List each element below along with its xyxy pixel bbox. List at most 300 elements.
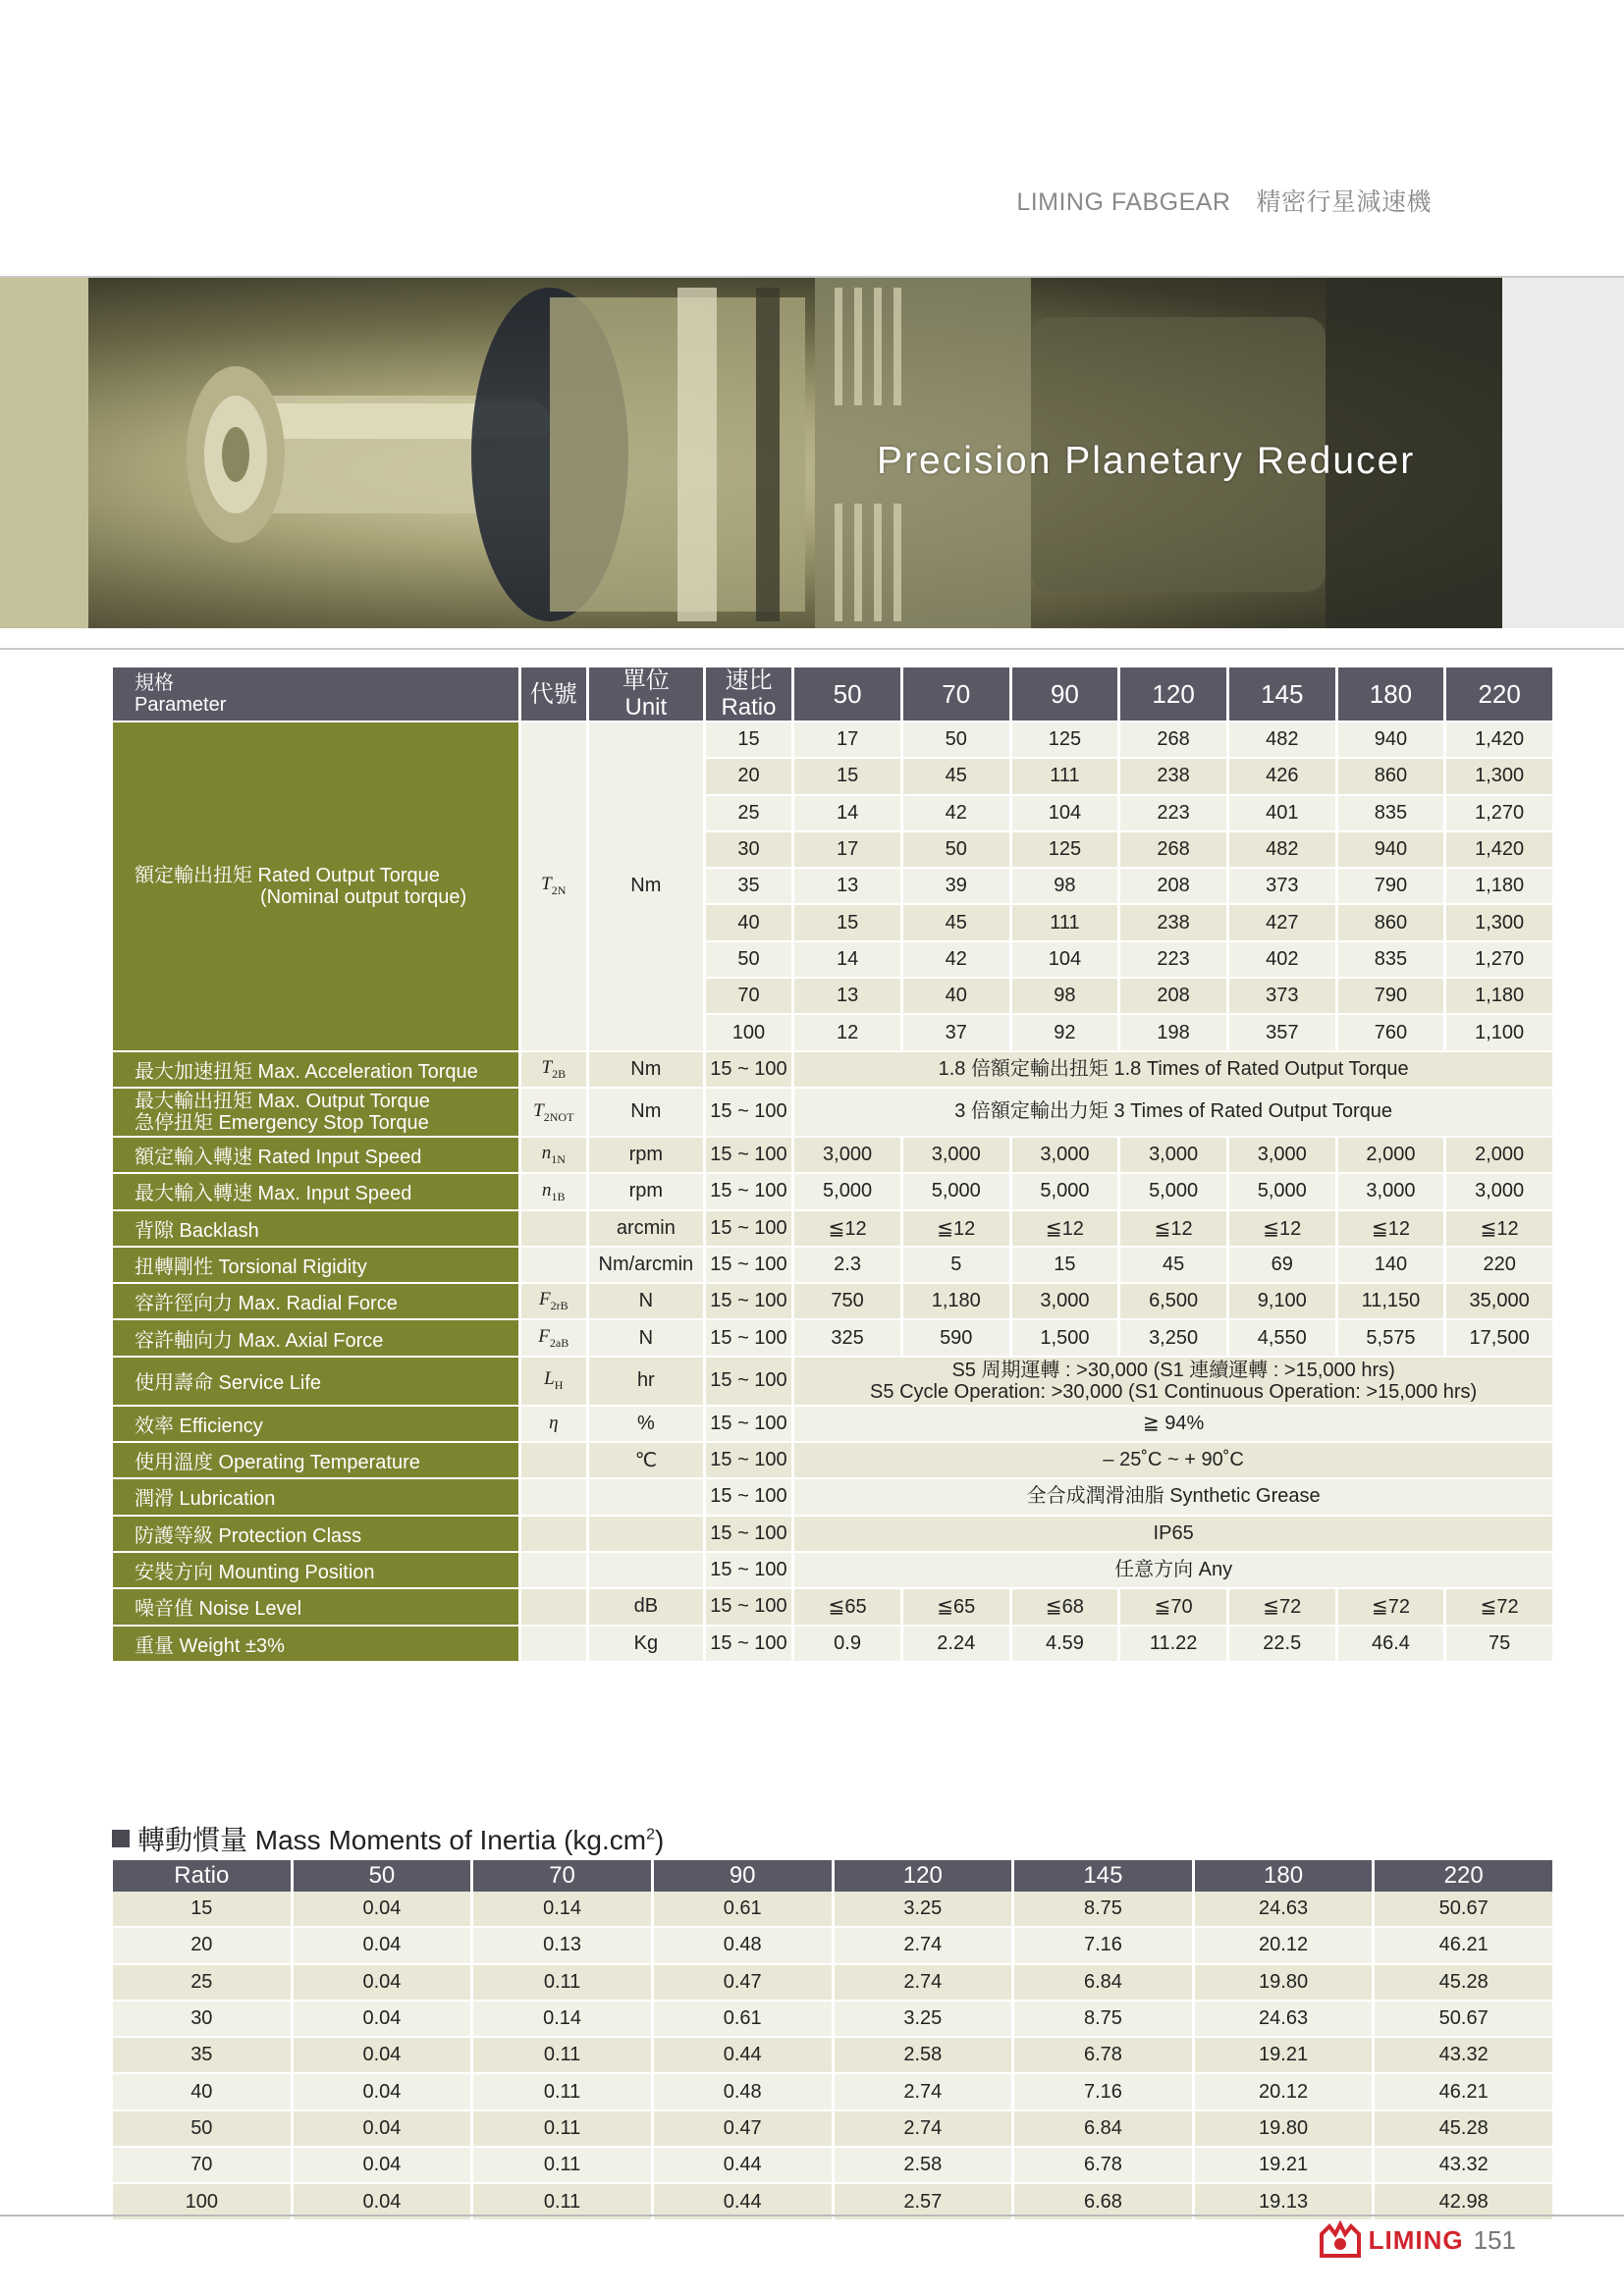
value-cell: 92 xyxy=(1012,1015,1118,1051)
value-cell: 98 xyxy=(1012,979,1118,1015)
label-line: 額定輸出扭矩 Rated Output Torque xyxy=(135,864,440,886)
inertia-cell: 0.04 xyxy=(294,2111,471,2148)
inertia-cell: 0.11 xyxy=(473,2038,651,2074)
inertia-row xyxy=(113,1928,1552,1964)
ratio-cell: 15 ~ 100 xyxy=(706,1517,792,1553)
inertia-row xyxy=(113,2111,1552,2148)
ratio-cell: 15 ~ 100 xyxy=(706,1211,792,1248)
inertia-cell: 0.47 xyxy=(654,2111,832,2148)
span-value-cell: IP65 xyxy=(794,1517,1552,1553)
inertia-cell: 100 xyxy=(113,2184,291,2220)
inertia-cell: 30 xyxy=(113,2002,291,2038)
value-cell: 5,000 xyxy=(1229,1174,1335,1210)
value-cell: 373 xyxy=(1229,869,1335,905)
ratio-cell: 15 ~ 100 xyxy=(706,1320,792,1357)
inertia-cell: 2.57 xyxy=(835,2184,1012,2220)
value-cell: 198 xyxy=(1120,1015,1226,1051)
value-cell: 14 xyxy=(794,942,900,979)
inertia-header-cell: 220 xyxy=(1375,1860,1552,1892)
spec-label: 扭轉剛性 Torsional Rigidity xyxy=(113,1248,518,1284)
value-cell: 11,150 xyxy=(1338,1284,1444,1320)
value-cell: 860 xyxy=(1338,905,1444,941)
inertia-cell: 19.80 xyxy=(1195,1965,1373,2002)
value-cell: 45 xyxy=(903,905,1009,941)
inertia-row xyxy=(113,2074,1552,2110)
inertia-cell: 0.11 xyxy=(473,2148,651,2184)
ratio-cell: 15 ~ 100 xyxy=(706,1407,792,1443)
value-cell: 2.3 xyxy=(794,1248,900,1284)
value-cell: 208 xyxy=(1120,979,1226,1015)
value-cell: 13 xyxy=(794,979,900,1015)
ratio-cell: 25 xyxy=(706,796,792,832)
value-cell: 3,250 xyxy=(1120,1320,1226,1357)
inertia-cell: 20 xyxy=(113,1928,291,1964)
banner xyxy=(0,278,1624,628)
inertia-table xyxy=(110,1860,1555,2221)
span-value-cell: – 25˚C ~ + 90˚C xyxy=(794,1443,1552,1479)
inertia-cell: 2.74 xyxy=(835,2111,1012,2148)
inertia-cell: 50.67 xyxy=(1375,2002,1552,2038)
inertia-cell: 2.74 xyxy=(835,1965,1012,2002)
value-cell: 1,270 xyxy=(1446,942,1552,979)
spec-row xyxy=(113,1089,1552,1138)
inertia-cell: 0.61 xyxy=(654,1892,832,1928)
label-line: 最大輸出扭矩 Max. Output Torque xyxy=(135,1090,430,1112)
value-cell: 4,550 xyxy=(1229,1320,1335,1357)
value-cell: 12 xyxy=(794,1015,900,1051)
value-cell: 357 xyxy=(1229,1015,1335,1051)
ratio-cell: 40 xyxy=(706,905,792,941)
inertia-cell: 19.13 xyxy=(1195,2184,1373,2220)
unit-cell: N xyxy=(589,1320,703,1357)
inertia-header-row xyxy=(113,1860,1552,1892)
inertia-cell: 46.21 xyxy=(1375,2074,1552,2110)
spec-label: 重量 Weight ±3% xyxy=(113,1627,518,1663)
value-cell: 2,000 xyxy=(1446,1138,1552,1174)
banner-right-band xyxy=(1502,278,1624,628)
code-cell: η xyxy=(521,1407,586,1443)
value-cell: 42 xyxy=(903,942,1009,979)
code-cell xyxy=(521,1553,586,1589)
value-cell: 1,270 xyxy=(1446,796,1552,832)
value-cell: ≦70 xyxy=(1120,1589,1226,1626)
unit-cell: Nm xyxy=(589,1089,703,1138)
spec-row xyxy=(113,1407,1552,1443)
span-value-cell: 任意方向 Any xyxy=(794,1553,1552,1589)
spec-label: 使用壽命 Service Life xyxy=(113,1358,518,1407)
value-cell: 3,000 xyxy=(1446,1174,1552,1210)
spec-label: 容許軸向力 Max. Axial Force xyxy=(113,1320,518,1357)
value-cell: 125 xyxy=(1012,722,1118,759)
ratio-cell: 20 xyxy=(706,759,792,795)
label-line: 急停扭矩 Emergency Stop Torque xyxy=(135,1111,429,1134)
value-cell: 1,180 xyxy=(1446,979,1552,1015)
value-cell: 9,100 xyxy=(1229,1284,1335,1320)
brand-name-cn: 精密行星減速機 xyxy=(1256,188,1432,216)
inertia-cell: 50.67 xyxy=(1375,1892,1552,1928)
header-size: 90 xyxy=(1012,667,1118,722)
value-cell: 104 xyxy=(1012,942,1118,979)
code-cell xyxy=(521,1589,586,1626)
inertia-cell: 0.04 xyxy=(294,2148,471,2184)
value-cell: ≦72 xyxy=(1338,1589,1444,1626)
code-cell xyxy=(521,1443,586,1479)
inertia-header-cell: Ratio xyxy=(113,1860,291,1892)
footer xyxy=(1318,2220,1516,2260)
value-cell: 69 xyxy=(1229,1248,1335,1284)
value-cell: 17 xyxy=(794,722,900,759)
unit-cell: Nm xyxy=(589,1052,703,1089)
value-cell: 50 xyxy=(903,722,1009,759)
inertia-cell: 0.04 xyxy=(294,1892,471,1928)
value-cell: 17,500 xyxy=(1446,1320,1552,1357)
value-cell: 325 xyxy=(794,1320,900,1357)
inertia-cell: 25 xyxy=(113,1965,291,2002)
code-cell: $T_{2N}$ xyxy=(521,722,586,1052)
ratio-cell: 15 ~ 100 xyxy=(706,1138,792,1174)
spec-row xyxy=(113,1211,1552,1248)
value-cell: 75 xyxy=(1446,1627,1552,1663)
spec-label: 噪音值 Noise Level xyxy=(113,1589,518,1626)
inertia-cell: 24.63 xyxy=(1195,2002,1373,2038)
spec-row xyxy=(113,1627,1552,1663)
banner-title: Precision Planetary Reducer xyxy=(877,440,1416,482)
ratio-cell: 15 ~ 100 xyxy=(706,1479,792,1516)
value-cell: 5 xyxy=(903,1248,1009,1284)
spec-label: 容許徑向力 Max. Radial Force xyxy=(113,1284,518,1320)
spec-row xyxy=(113,1284,1552,1320)
inertia-cell: 0.13 xyxy=(473,1928,651,1964)
unit-cell: arcmin xyxy=(589,1211,703,1248)
code-cell xyxy=(521,1479,586,1516)
value-cell: 17 xyxy=(794,832,900,869)
value-cell: 220 xyxy=(1446,1248,1552,1284)
code-cell: $F_{2aB}$ xyxy=(521,1320,586,1357)
inertia-header-cell: 120 xyxy=(835,1860,1012,1892)
inertia-cell: 0.04 xyxy=(294,2038,471,2074)
label-line: (Nominal output torque) xyxy=(260,885,467,908)
ratio-cell: 30 xyxy=(706,832,792,869)
ratio-cell: 15 ~ 100 xyxy=(706,1284,792,1320)
ratio-cell: 100 xyxy=(706,1015,792,1051)
divider xyxy=(0,648,1624,650)
value-cell: 125 xyxy=(1012,832,1118,869)
inertia-title: 轉動慣量 Mass Moments of Inertia $(kg.cm^2)$ xyxy=(112,1819,664,1858)
value-cell: ≦12 xyxy=(794,1211,900,1248)
inertia-cell: 0.04 xyxy=(294,1928,471,1964)
ratio-cell: 15 ~ 100 xyxy=(706,1553,792,1589)
header-parameter: 規格 Parameter xyxy=(113,667,518,722)
spec-label: 額定輸入轉速 Rated Input Speed xyxy=(113,1138,518,1174)
inertia-cell: 20.12 xyxy=(1195,2074,1373,2110)
inertia-cell: 45.28 xyxy=(1375,2111,1552,2148)
unit-cell: % xyxy=(589,1407,703,1443)
value-cell: 3,000 xyxy=(1012,1284,1118,1320)
value-cell: ≦68 xyxy=(1012,1589,1118,1626)
value-cell: 3,000 xyxy=(903,1138,1009,1174)
inertia-cell: 70 xyxy=(113,2148,291,2184)
value-cell: 14 xyxy=(794,796,900,832)
value-cell: 11.22 xyxy=(1120,1627,1226,1663)
inertia-cell: 0.11 xyxy=(473,1965,651,2002)
code-cell: $T_{2NOT}$ xyxy=(521,1089,586,1138)
header-brand xyxy=(1016,183,1432,218)
inertia-cell: 0.04 xyxy=(294,1965,471,2002)
span-value-cell: ≧ 94% xyxy=(794,1407,1552,1443)
ratio-cell: 50 xyxy=(706,942,792,979)
spec-row xyxy=(113,1358,1552,1407)
header-size: 145 xyxy=(1229,667,1335,722)
spec-label: 背隙 Backlash xyxy=(113,1211,518,1248)
spec-row xyxy=(113,1517,1552,1553)
spec-row xyxy=(113,1138,1552,1174)
spec-header-row xyxy=(113,667,1552,722)
value-cell: 427 xyxy=(1229,905,1335,941)
inertia-cell: 19.21 xyxy=(1195,2148,1373,2184)
spec-label: 潤滑 Lubrication xyxy=(113,1479,518,1516)
header-size: 120 xyxy=(1120,667,1226,722)
value-cell: 268 xyxy=(1120,722,1226,759)
value-cell: 104 xyxy=(1012,796,1118,832)
header-size: 50 xyxy=(794,667,900,722)
page-number: 151 xyxy=(1473,2224,1516,2255)
code-cell: $F_{2rB}$ xyxy=(521,1284,586,1320)
value-cell: 1,300 xyxy=(1446,905,1552,941)
inertia-cell: 46.21 xyxy=(1375,1928,1552,1964)
inertia-cell: 0.04 xyxy=(294,2002,471,2038)
spec-row xyxy=(113,1248,1552,1284)
inertia-cell: 0.11 xyxy=(473,2111,651,2148)
ratio-cell: 35 xyxy=(706,869,792,905)
value-cell: 5,575 xyxy=(1338,1320,1444,1357)
brand-name: LIMING FABGEAR xyxy=(1016,188,1231,216)
unit-cell xyxy=(589,1553,703,1589)
header-size: 220 xyxy=(1446,667,1552,722)
value-cell: 22.5 xyxy=(1229,1627,1335,1663)
unit-cell: rpm xyxy=(589,1174,703,1210)
spec-label: 最大輸入轉速 Max. Input Speed xyxy=(113,1174,518,1210)
inertia-cell: 45.28 xyxy=(1375,1965,1552,2002)
ratio-cell: 15 ~ 100 xyxy=(706,1052,792,1089)
inertia-cell: 42.98 xyxy=(1375,2184,1552,2220)
value-cell: 790 xyxy=(1338,869,1444,905)
value-cell: ≦72 xyxy=(1446,1589,1552,1626)
value-cell: 1,420 xyxy=(1446,832,1552,869)
ratio-cell: 15 ~ 100 xyxy=(706,1089,792,1138)
ratio-cell: 15 xyxy=(706,722,792,759)
inertia-row xyxy=(113,2038,1552,2074)
value-cell: 3,000 xyxy=(794,1138,900,1174)
value-cell: 373 xyxy=(1229,979,1335,1015)
span-line: S5 Cycle Operation: >30,000 (S1 Continuous Operation: >15,000 hrs) xyxy=(870,1380,1478,1403)
header-unit: 單位 Unit xyxy=(589,667,703,722)
inertia-header-cell: 70 xyxy=(473,1860,651,1892)
value-cell: 482 xyxy=(1229,722,1335,759)
span-value-cell: 3 倍額定輸出力矩 3 Times of Rated Output Torque xyxy=(794,1089,1552,1138)
inertia-cell: 7.16 xyxy=(1014,1928,1192,1964)
spec-label: 防護等級 Protection Class xyxy=(113,1517,518,1553)
spec-table xyxy=(110,667,1555,1663)
inertia-cell: 6.78 xyxy=(1014,2148,1192,2184)
value-cell: 98 xyxy=(1012,869,1118,905)
inertia-cell: 2.58 xyxy=(835,2148,1012,2184)
value-cell: 35,000 xyxy=(1446,1284,1552,1320)
unit-cell: ℃ xyxy=(589,1443,703,1479)
ratio-cell: 15 ~ 100 xyxy=(706,1248,792,1284)
code-cell xyxy=(521,1211,586,1248)
unit-cell: N xyxy=(589,1284,703,1320)
inertia-cell: 6.84 xyxy=(1014,1965,1192,2002)
value-cell: 1,420 xyxy=(1446,722,1552,759)
value-cell: 3,000 xyxy=(1012,1138,1118,1174)
value-cell: 223 xyxy=(1120,942,1226,979)
value-cell: 5,000 xyxy=(794,1174,900,1210)
value-cell: 835 xyxy=(1338,796,1444,832)
unit-cell: dB xyxy=(589,1589,703,1626)
value-cell: 15 xyxy=(1012,1248,1118,1284)
inertia-cell: 0.04 xyxy=(294,2184,471,2220)
banner-left-band xyxy=(0,278,88,628)
unit-cell xyxy=(589,1517,703,1553)
span-line: S5 周期運轉 : >30,000 (S1 連續運轉 : >15,000 hrs) xyxy=(951,1359,1395,1381)
value-cell: 2.24 xyxy=(903,1627,1009,1663)
code-cell: $n_{1B}$ xyxy=(521,1174,586,1210)
spec-row xyxy=(113,1589,1552,1626)
inertia-cell: 3.25 xyxy=(835,1892,1012,1928)
header-size: 70 xyxy=(903,667,1009,722)
spec-row xyxy=(113,1443,1552,1479)
footer-brand: LIMING xyxy=(1368,2224,1464,2255)
inertia-cell: 8.75 xyxy=(1014,1892,1192,1928)
spec-label xyxy=(113,1089,518,1138)
value-cell: 42 xyxy=(903,796,1009,832)
value-cell: 111 xyxy=(1012,759,1118,795)
inertia-cell: 0.44 xyxy=(654,2038,832,2074)
unit-cell: Nm xyxy=(589,722,703,1052)
spec-label: 效率 Efficiency xyxy=(113,1407,518,1443)
rated-output-torque-label xyxy=(113,722,518,1052)
inertia-cell: 0.47 xyxy=(654,1965,832,2002)
code-cell: $T_{2B}$ xyxy=(521,1052,586,1089)
value-cell: 835 xyxy=(1338,942,1444,979)
spec-label: 安裝方向 Mounting Position xyxy=(113,1553,518,1589)
inertia-header-cell: 145 xyxy=(1014,1860,1192,1892)
spec-row xyxy=(113,1320,1552,1357)
inertia-cell: 2.58 xyxy=(835,2038,1012,2074)
spec-row xyxy=(113,1174,1552,1210)
value-cell: 45 xyxy=(903,759,1009,795)
value-cell: 3,000 xyxy=(1338,1174,1444,1210)
value-cell: 482 xyxy=(1229,832,1335,869)
value-cell: 2,000 xyxy=(1338,1138,1444,1174)
inertia-cell: 6.78 xyxy=(1014,2038,1192,2074)
value-cell: 238 xyxy=(1120,759,1226,795)
header-code: 代號 xyxy=(521,667,586,722)
value-cell: ≦12 xyxy=(903,1211,1009,1248)
inertia-header-cell: 180 xyxy=(1195,1860,1373,1892)
inertia-cell: 6.68 xyxy=(1014,2184,1192,2220)
value-cell: 402 xyxy=(1229,942,1335,979)
value-cell: 39 xyxy=(903,869,1009,905)
unit-cell: Nm/arcmin xyxy=(589,1248,703,1284)
inertia-cell: 0.48 xyxy=(654,1928,832,1964)
value-cell: 15 xyxy=(794,905,900,941)
value-cell: 238 xyxy=(1120,905,1226,941)
inertia-cell: 50 xyxy=(113,2111,291,2148)
code-cell: $L_H$ xyxy=(521,1358,586,1407)
value-cell: 37 xyxy=(903,1015,1009,1051)
inertia-cell: 20.12 xyxy=(1195,1928,1373,1964)
torque-row xyxy=(113,722,1552,759)
code-cell: $n_{1N}$ xyxy=(521,1138,586,1174)
inertia-cell: 15 xyxy=(113,1892,291,1928)
value-cell: 46.4 xyxy=(1338,1627,1444,1663)
value-cell: 13 xyxy=(794,869,900,905)
ratio-cell: 15 ~ 100 xyxy=(706,1627,792,1663)
footer-divider xyxy=(0,2215,1624,2216)
inertia-cell: 8.75 xyxy=(1014,2002,1192,2038)
value-cell: 5,000 xyxy=(903,1174,1009,1210)
value-cell: 40 xyxy=(903,979,1009,1015)
spec-label: 使用溫度 Operating Temperature xyxy=(113,1443,518,1479)
spec-row xyxy=(113,1479,1552,1516)
value-cell: 223 xyxy=(1120,796,1226,832)
value-cell: 3,000 xyxy=(1229,1138,1335,1174)
value-cell: 5,000 xyxy=(1012,1174,1118,1210)
value-cell: 1,100 xyxy=(1446,1015,1552,1051)
value-cell: 426 xyxy=(1229,759,1335,795)
value-cell: 1,180 xyxy=(1446,869,1552,905)
value-cell: 4.59 xyxy=(1012,1627,1118,1663)
spec-label: 最大加速扭矩 Max. Acceleration Torque xyxy=(113,1052,518,1089)
inertia-cell: 0.14 xyxy=(473,1892,651,1928)
ratio-cell: 15 ~ 100 xyxy=(706,1589,792,1626)
square-bullet-icon xyxy=(112,1830,130,1847)
spec-row xyxy=(113,1553,1552,1589)
ratio-cell: 15 ~ 100 xyxy=(706,1443,792,1479)
value-cell: 750 xyxy=(794,1284,900,1320)
inertia-cell: 0.14 xyxy=(473,2002,651,2038)
value-cell: 45 xyxy=(1120,1248,1226,1284)
value-cell: ≦12 xyxy=(1012,1211,1118,1248)
inertia-cell: 35 xyxy=(113,2038,291,2074)
inertia-cell: 0.48 xyxy=(654,2074,832,2110)
value-cell: 50 xyxy=(903,832,1009,869)
inertia-cell: 43.32 xyxy=(1375,2148,1552,2184)
value-cell: ≦12 xyxy=(1446,1211,1552,1248)
value-cell: 3,000 xyxy=(1120,1138,1226,1174)
inertia-cell: 0.11 xyxy=(473,2074,651,2110)
value-cell: ≦65 xyxy=(903,1589,1009,1626)
inertia-row xyxy=(113,1892,1552,1928)
value-cell: 860 xyxy=(1338,759,1444,795)
value-cell: 1,180 xyxy=(903,1284,1009,1320)
value-cell: 6,500 xyxy=(1120,1284,1226,1320)
value-cell: ≦12 xyxy=(1338,1211,1444,1248)
value-cell: 790 xyxy=(1338,979,1444,1015)
header-ratio: 速比 Ratio xyxy=(706,667,792,722)
value-cell: ≦65 xyxy=(794,1589,900,1626)
value-cell: 1,300 xyxy=(1446,759,1552,795)
code-cell xyxy=(521,1517,586,1553)
value-cell: 940 xyxy=(1338,722,1444,759)
code-cell xyxy=(521,1627,586,1663)
code-cell xyxy=(521,1248,586,1284)
value-cell: 15 xyxy=(794,759,900,795)
inertia-cell: 40 xyxy=(113,2074,291,2110)
inertia-cell: 0.44 xyxy=(654,2148,832,2184)
value-cell: 268 xyxy=(1120,832,1226,869)
